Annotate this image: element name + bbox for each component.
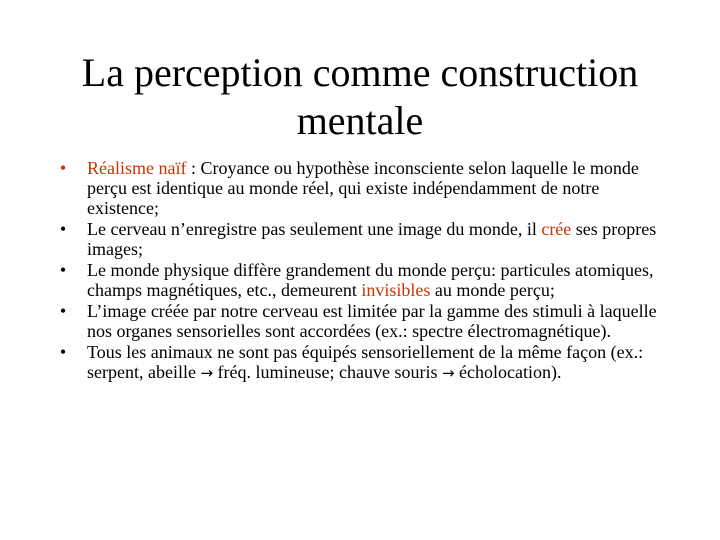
bullet-text: L’image créée par notre cerveau est limitée par la gamme des stimuli à laquelle nos organes sensorielles sont accordées (ex.: spectre électromagnétique). [87,301,657,341]
bullet-marker: • [59,342,67,362]
bullet-marker: • [59,158,67,178]
highlighted-term: invisibles [361,280,431,300]
right-arrow-icon: → [441,364,455,382]
highlighted-term: Réalisme naïf [87,158,187,178]
highlighted-term: crée [541,219,572,239]
slide-title-line-1: La perception comme construction [81,50,639,95]
bullet-item-monde-physique [56,260,666,300]
bullet-text: écholocation). [454,362,562,382]
bullet-text: fréq. lumineuse; chauve souris [213,362,442,382]
bullet-text: Le cerveau n’enregistre pas seulement une image du monde, il [87,219,542,239]
bullet-marker: • [59,219,67,239]
slide-title-line-2: mentale [296,98,424,143]
bullet-text: Le monde physique diffère grandement du monde perçu: particules atomiques, champs magnétiques, etc., demeurent [87,260,654,300]
right-arrow-icon: → [200,364,214,382]
bullet-item-image-creee [56,301,666,341]
bullet-text: : Croyance ou hypothèse inconsciente selon laquelle le monde perçu est identique au monde réel, qui existe indépendamment de notre existence; [87,158,639,218]
bullet-marker: • [59,301,67,321]
bullet-item-cerveau [56,219,666,259]
bullet-text: Tous les animaux ne sont pas équipés sensoriellement de la même façon (ex.: serpent, abeille [87,342,644,382]
bullet-item-realisme-naif [56,158,666,218]
bullet-marker: • [59,260,67,280]
bullet-item-animaux [56,342,666,383]
bullet-list [56,158,666,384]
slide-title [40,49,680,145]
bullet-text: ses propres images; [87,219,657,259]
bullet-text: au monde perçu; [430,280,555,300]
